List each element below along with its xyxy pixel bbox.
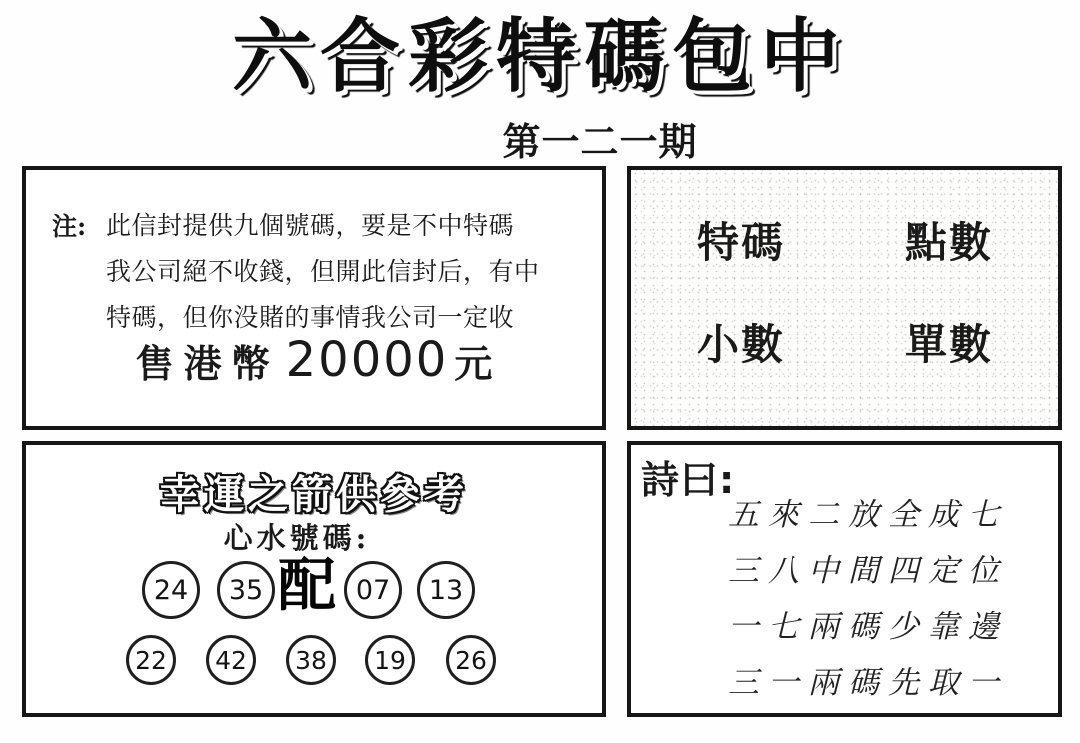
poem-line-1: 五來二放全成七: [728, 497, 1008, 533]
note-line-1: 此信封提供九個號碼，要是不中特碼: [106, 211, 515, 240]
price-suffix: 元: [454, 340, 493, 386]
price-line: [26, 328, 602, 392]
page-title: 六合彩特碼包中: [232, 9, 848, 103]
lucky-box-subtitle: 心水號碼:: [223, 521, 371, 555]
number-ball: 22: [126, 635, 176, 685]
poem-label: 詩曰:: [641, 458, 736, 502]
note-line-2: 我公司絕不收錢，但開此信封后，有中: [106, 257, 540, 286]
number-ball: 24: [142, 561, 200, 619]
bet-item-points: 點數: [905, 218, 994, 267]
number-ball: 19: [365, 635, 415, 685]
poem-line-4: 三一兩碼先取一: [728, 665, 1008, 701]
poem-line-3: 一七兩碼少靠邊: [728, 609, 1008, 645]
number-ball: 07: [344, 561, 402, 619]
note-line-3: 特碼，但你没賭的事情我公司一定收: [106, 303, 515, 332]
poem-line-2: 三八中間四定位: [728, 553, 1008, 589]
issue-number: 第一二一期: [502, 120, 698, 164]
price-prefix: 售港幣: [135, 340, 280, 386]
lucky-numbers-box: [22, 441, 606, 717]
number-ball: 26: [446, 635, 496, 685]
bet-item-small-number: 小數: [697, 320, 786, 369]
number-ball: 38: [286, 635, 336, 685]
bet-item-odd-number: 單數: [905, 320, 994, 369]
number-ball: 35: [217, 561, 275, 619]
number-ball: 42: [206, 635, 256, 685]
price-value: 20000: [285, 332, 449, 388]
pair-character: 配: [277, 551, 336, 619]
bet-item-special-number: 特碼: [697, 218, 786, 267]
bet-type-box: [627, 166, 1062, 430]
poem-box: [627, 441, 1062, 717]
number-ball: 13: [417, 561, 475, 619]
note-box: [22, 166, 606, 430]
lucky-box-title: 幸運之箭供參考: [160, 471, 468, 518]
note-label: 注:: [52, 212, 87, 241]
